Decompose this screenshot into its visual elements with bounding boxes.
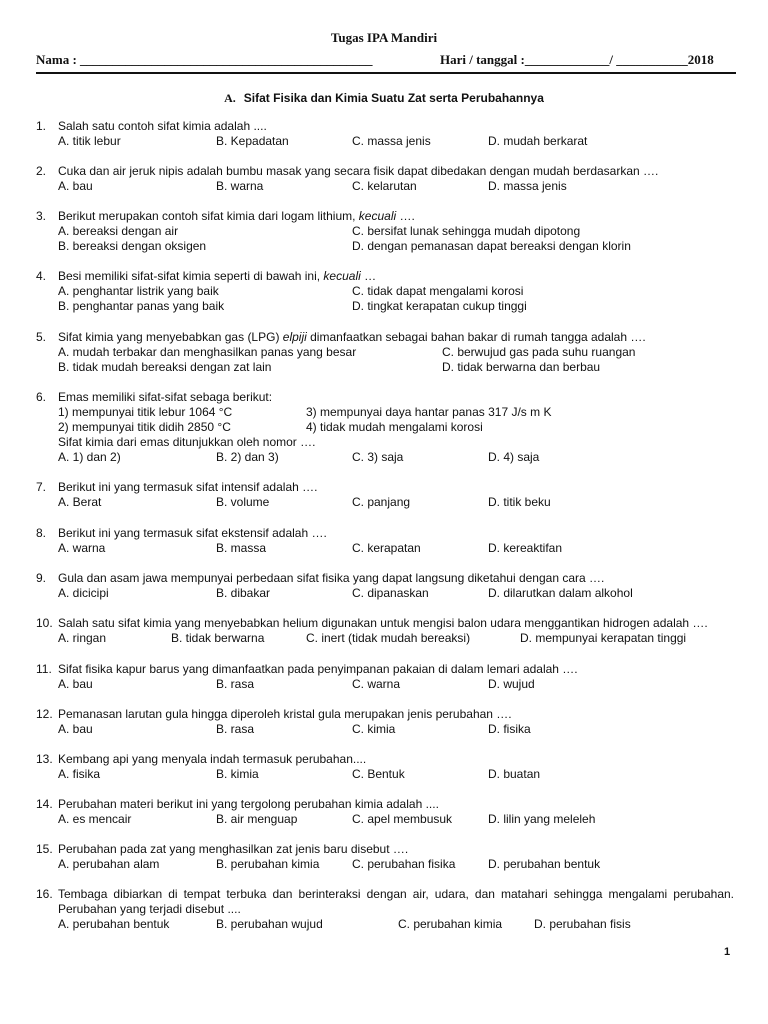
option-a: A. bau [58,722,93,736]
page-number: 1 [724,946,731,958]
question-subtext: Sifat kimia dari emas ditunjukkan oleh nomor …. [58,435,316,449]
option-c: C. Bentuk [352,767,405,781]
question-number: 11. [36,662,52,676]
list-item-3: 3) mempunyai daya hantar panas 317 J/s m K [306,405,552,419]
option-d: D. fisika [488,722,531,736]
option-b: B. perubahan kimia [216,857,320,871]
list-item-1: 1) mempunyai titik lebur 1064 °C [58,405,233,419]
question-text: Besi memiliki sifat-sifat kimia seperti di bawah ini, kecuali … [58,269,377,283]
question-number: 10. [36,616,53,630]
question-text: Sifat kimia yang menyebabkan gas (LPG) elpiji dimanfaatkan sebagai bahan bakar di rumah tangga adalah …. [58,330,646,344]
question-number: 6. [36,390,47,404]
option-b: B. warna [216,179,264,193]
question-number: 9. [36,571,47,585]
option-d: D. 4) saja [488,450,540,464]
option-b: B. rasa [216,677,255,691]
option-d: D. tingkat kerapatan cukup tinggi [352,299,527,313]
option-b: B. tidak mudah bereaksi dengan zat lain [58,360,272,374]
option-d: D. mempunyai kerapatan tinggi [520,631,687,645]
option-c: C. perubahan kimia [398,917,503,931]
question-text: Perubahan pada zat yang menghasilkan zat jenis baru disebut …. [58,842,409,856]
option-c: C. berwujud gas pada suhu ruangan [442,345,636,359]
question-number: 1. [36,119,47,133]
option-d: D. perubahan fisis [534,917,631,931]
question-text: Perubahan materi berikut ini yang tergolong perubahan kimia adalah .... [58,797,439,811]
document-title: Tugas IPA Mandiri [330,30,438,45]
option-d: D. titik beku [488,495,551,509]
option-a: A. perubahan alam [58,857,160,871]
option-d: D. dilarutkan dalam alkohol [488,586,633,600]
question-number: 15. [36,842,53,856]
question-number: 14. [36,797,53,811]
option-b: B. bereaksi dengan oksigen [58,239,207,253]
section-title: Sifat Fisika dan Kimia Suatu Zat serta Perubahannya [243,91,544,105]
question-text: Emas memiliki sifat-sifat sebaga berikut: [58,390,273,404]
question-text: Sifat fisika kapur barus yang dimanfaatkan pada penyimpanan pakaian di dalam lemari adalah …. [58,662,578,676]
option-b: B. dibakar [216,586,271,600]
header-divider [36,72,736,74]
option-c: C. perubahan fisika [352,857,456,871]
question-text: Salah satu sifat kimia yang menyebabkan helium digunakan untuk mengisi balon udara menggantikan hidrogen adalah …. [58,616,708,630]
list-item-4: 4) tidak mudah mengalami korosi [306,420,483,434]
question-number: 7. [36,480,47,494]
question-number: 4. [36,269,47,283]
question-number: 5. [36,330,47,344]
name-field: Nama : _____________________________________________ [36,52,373,67]
option-d: D. kereaktifan [488,541,563,555]
option-a: A. bau [58,677,93,691]
date-field: Hari / tanggal :_____________/ ___________2018 [440,52,714,67]
question-text: Cuka dan air jeruk nipis adalah bumbu masak yang secara fisik dapat dibedakan dengan mudah berdasarkan …. [58,164,659,178]
option-d: D. dengan pemanasan dapat bereaksi dengan klorin [352,239,631,253]
option-b: B. air menguap [216,812,298,826]
option-a: A. fisika [58,767,101,781]
option-b: B. rasa [216,722,255,736]
option-c: C. kerapatan [352,541,421,555]
question-text: Berikut ini yang termasuk sifat ekstensif adalah …. [58,526,327,540]
option-a: A. Berat [58,495,102,509]
option-c: C. 3) saja [352,450,404,464]
option-a: A. titik lebur [58,134,121,148]
option-b: B. perubahan wujud [216,917,323,931]
option-b: B. volume [216,495,270,509]
option-c: C. apel membusuk [352,812,453,826]
option-c: C. inert (tidak mudah bereaksi) [306,631,471,645]
question-number: 16. [36,887,53,901]
option-a: A. bereaksi dengan air [58,224,179,238]
list-item-2: 2) mempunyai titik didih 2850 °C [58,420,231,434]
option-b: B. Kepadatan [216,134,289,148]
option-a: A. warna [58,541,106,555]
question-number: 12. [36,707,53,721]
option-a: A. perubahan bentuk [58,917,170,931]
option-d: D. tidak berwarna dan berbau [442,360,601,374]
question-number: 13. [36,752,53,766]
option-a: A. 1) dan 2) [58,450,121,464]
option-a: A. dicicipi [58,586,109,600]
option-d: D. massa jenis [488,179,567,193]
option-d: D. buatan [488,767,541,781]
question-text: Berikut merupakan contoh sifat kimia dari logam lithium, kecuali …. [58,209,415,223]
option-c: C. massa jenis [352,134,431,148]
question-text: Pemanasan larutan gula hingga diperoleh kristal gula merupakan jenis perubahan …. [58,707,512,721]
question-text: Tembaga dibiarkan di tempat terbuka dan berinteraksi dengan air, udara, dan matahari sehingga mengalami perubahan. Perubahan yang terjadi disebut .... [58,887,734,916]
question-number: 2. [36,164,47,178]
question-text: Gula dan asam jawa mempunyai perbedaan sifat fisika yang dapat langsung diketahui dengan cara …. [58,571,605,585]
option-b: B. penghantar panas yang baik [58,299,225,313]
option-c: C. warna [352,677,401,691]
option-d: D. lilin yang meleleh [488,812,596,826]
option-c: C. dipanaskan [352,586,429,600]
option-c: C. bersifat lunak sehingga mudah dipotong [352,224,581,238]
option-d: D. perubahan bentuk [488,857,601,871]
question-text: Kembang api yang menyala indah termasuk perubahan.... [58,752,367,766]
option-a: A. ringan [58,631,107,645]
option-b: B. 2) dan 3) [216,450,279,464]
option-a: A. penghantar listrik yang baik [58,284,219,298]
option-a: A. mudah terbakar dan menghasilkan panas yang besar [58,345,357,359]
question-number: 3. [36,209,47,223]
option-b: B. kimia [216,767,259,781]
option-c: C. tidak dapat mengalami korosi [352,284,524,298]
option-c: C. panjang [352,495,411,509]
option-d: D. mudah berkarat [488,134,588,148]
option-a: A. es mencair [58,812,132,826]
option-b: B. tidak berwarna [171,631,265,645]
option-c: C. kelarutan [352,179,417,193]
question-text: Salah satu contoh sifat kimia adalah .... [58,119,267,133]
option-c: C. kimia [352,722,396,736]
question-text: Berikut ini yang termasuk sifat intensif adalah …. [58,480,318,494]
option-d: D. wujud [488,677,535,691]
section-heading [0,91,768,106]
question-number: 8. [36,526,47,540]
option-a: A. bau [58,179,93,193]
option-b: B. massa [216,541,267,555]
student-info-line [36,52,736,68]
section-marker: A. [224,91,236,105]
